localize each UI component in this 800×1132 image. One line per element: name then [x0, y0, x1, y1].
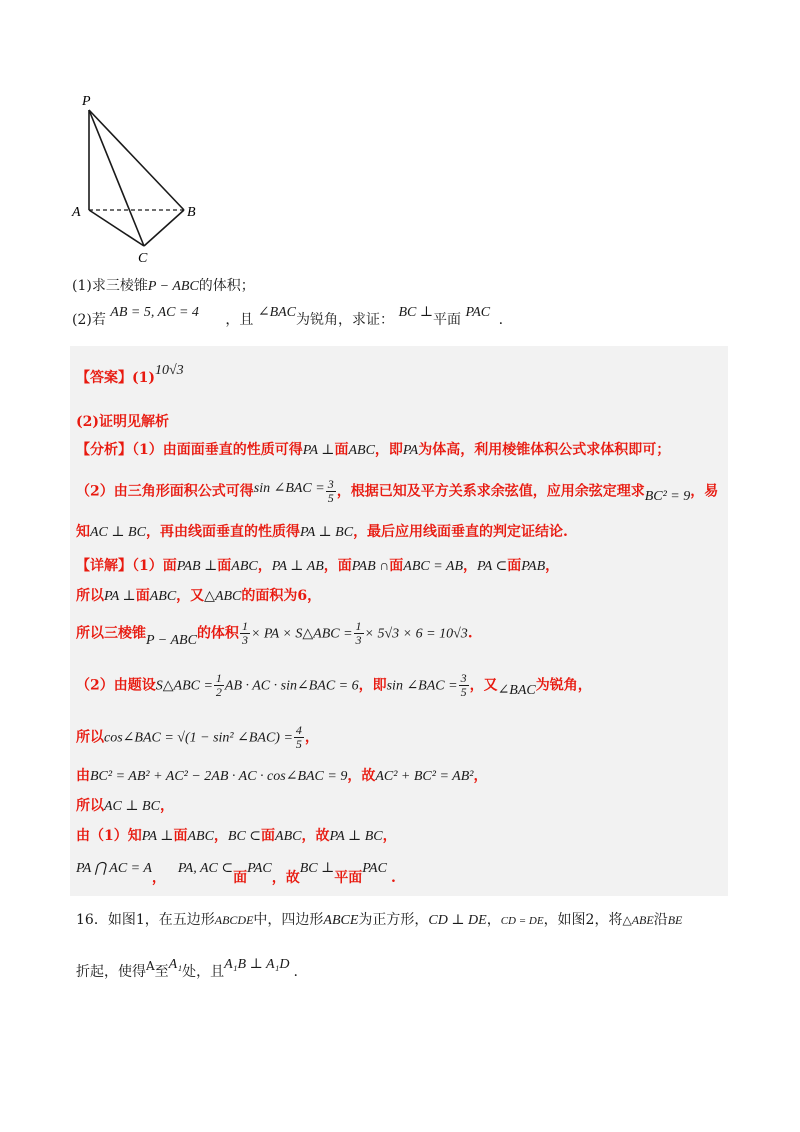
edge-pb — [89, 110, 184, 210]
fraction — [294, 724, 304, 751]
detail-expr: PAC — [362, 861, 387, 876]
detail-expr: AC² + BC² = AB² — [375, 769, 474, 784]
detail-text: ，故 — [271, 870, 300, 886]
part2-plane: PAC — [465, 305, 491, 320]
analysis-text: ，再由线面垂直的性质得 — [145, 524, 300, 540]
detail-expr: PA ⊥ BC — [329, 829, 383, 844]
detail-expr: PAB ⊥ — [176, 559, 218, 574]
q16-text: 折起，使得 — [76, 964, 146, 980]
part2-angle: ∠BAC — [257, 305, 297, 320]
detail-line5 — [76, 724, 319, 751]
detail-expr: ABC — [275, 829, 302, 844]
analysis-line3 — [76, 522, 568, 543]
answer-part1-label: (1) — [132, 370, 155, 386]
detail-expr: PA ⊥ — [104, 589, 136, 604]
detail-expr: BC ⊥ — [299, 861, 335, 876]
part2-plane-word: 平面 — [433, 312, 462, 328]
detail-text: ，又 — [469, 677, 498, 694]
answer-line — [76, 363, 184, 389]
analysis-text: （2）由三角形面积公式可得 — [76, 483, 254, 500]
part2-given: AB = 5, AC = 4 — [110, 305, 199, 320]
fraction-num: 3 — [460, 671, 467, 685]
detail-text: （2）由题设 — [76, 677, 156, 694]
detail-expr: PA ⊂ — [477, 559, 508, 574]
q16-text: . — [293, 964, 298, 980]
detail-line1 — [76, 556, 559, 577]
detail-text: ， — [151, 870, 166, 886]
detail-text: ，故 — [347, 768, 376, 784]
detail-expr: ABC — [231, 559, 258, 574]
detail-expr: ABC — [187, 829, 214, 844]
detail-text: 的体积 — [196, 625, 239, 642]
detail-text: 由（1）知 — [76, 828, 142, 844]
detail-text: 面 — [173, 828, 188, 844]
detail-expr: ∠BAC — [497, 682, 536, 698]
fraction-num: 4 — [295, 723, 302, 737]
edge-pc — [89, 110, 144, 246]
q16-text: 至 — [154, 964, 169, 980]
detail-expr: ABC = AB — [403, 559, 464, 574]
part2-mid2: 为锐角，求证： — [296, 312, 395, 328]
q16-text: ，如图2，将 — [543, 912, 623, 928]
detail-text: 面 — [217, 558, 232, 574]
q16-expr: BE — [667, 913, 683, 927]
detail-text: ，又 — [176, 588, 205, 604]
q16-expr: CD ⊥ DE — [428, 913, 487, 928]
detail-expr: ABC — [149, 589, 177, 604]
analysis-text: ，最后应用线面垂直的判定证结论. — [353, 524, 568, 540]
question16-line2 — [76, 957, 298, 983]
q16-expr: ABCE — [323, 913, 359, 928]
detail-text: ， — [545, 558, 560, 574]
pyramid-figure — [64, 88, 214, 268]
analysis-expr: PA ⊥ BC — [299, 525, 354, 540]
fraction-den: 3 — [241, 633, 248, 647]
analysis-expr: BC² = 9 — [644, 488, 691, 504]
detail-expr: PA ⊥ AB — [271, 559, 324, 574]
detail-expr: PA ⊥ — [141, 829, 174, 844]
detail-expr: △ABC — [204, 589, 242, 604]
detail-text: 所以 — [76, 729, 104, 746]
detail-text: 面 — [261, 828, 276, 844]
detail-expr: BC ⊂ — [227, 829, 262, 844]
q16-text: 16．如图1，在五边形 — [76, 912, 215, 928]
label-c: C — [138, 251, 148, 266]
detail-text: ， — [257, 558, 272, 574]
q16-expr: △ABE — [622, 913, 654, 927]
detail-expr: PAB ∩ — [351, 559, 390, 574]
part2-end: . — [498, 312, 504, 328]
detail-expr: PAB — [521, 559, 546, 574]
analysis-label: 【分析】 — [76, 442, 132, 458]
fraction-num: 1 — [215, 671, 222, 685]
answer-part1-value: 10√3 — [155, 363, 184, 378]
fraction — [459, 672, 469, 699]
analysis-text: 面 — [334, 442, 349, 458]
detail-label: 【详解】 — [76, 558, 132, 574]
detail-text: 面 — [135, 588, 150, 604]
label-p: P — [82, 94, 91, 109]
detail-line4 — [76, 672, 592, 699]
detail-text: 所以三棱锥 — [76, 625, 146, 642]
q16-expr: CD = DE — [500, 915, 544, 927]
fraction-den: 3 — [355, 633, 362, 647]
detail-text: 的面积为6， — [241, 588, 322, 604]
analysis-line1 — [76, 440, 670, 461]
part2-prefix: (2)若 — [72, 312, 106, 328]
detail-text: 所以 — [76, 798, 104, 814]
detail-text: （1）面 — [132, 558, 177, 574]
detail-text: ， — [213, 828, 228, 844]
edge-bc — [144, 210, 184, 246]
q16-expr: ABCDE — [214, 913, 254, 927]
q16-text: ， — [486, 912, 501, 928]
detail-expr: cos∠BAC = √(1 − sin² ∠BAC) = — [104, 730, 293, 746]
label-b: B — [187, 205, 196, 220]
fraction-den: 5 — [327, 491, 334, 505]
question-part2 — [72, 305, 504, 331]
answer-label: 【答案】 — [76, 370, 132, 386]
detail-text: ， — [473, 768, 488, 784]
detail-expr: AB · AC · sin∠BAC = 6 — [224, 678, 359, 694]
part2-mid1: ，且 — [225, 312, 254, 328]
detail-text: 面 — [389, 558, 404, 574]
detail-line6 — [76, 766, 487, 787]
question-part1 — [72, 276, 255, 297]
detail-text: 为锐角， — [535, 677, 592, 694]
edge-ac — [89, 210, 144, 246]
detail-expr: PAC — [247, 861, 272, 876]
q16-text: 中，四边形 — [253, 912, 324, 928]
analysis-expr: AC ⊥ BC — [90, 525, 146, 540]
detail-expr: × 5√3 × 6 = 10√3 — [364, 626, 468, 642]
detail-expr: PA ⋂ AC = A — [76, 861, 152, 876]
detail-text: ，即 — [358, 677, 387, 694]
q16-text: 处，且 — [182, 964, 225, 980]
detail-expr: P − ABC — [146, 632, 197, 648]
fraction — [354, 620, 364, 647]
fraction-den: 5 — [460, 685, 467, 699]
fraction-num: 1 — [241, 619, 248, 633]
fraction — [214, 672, 224, 699]
detail-text: . — [390, 870, 396, 886]
detail-text: 面 — [233, 870, 248, 886]
detail-text: 面 — [507, 558, 522, 574]
q16-expr: A — [146, 959, 155, 973]
label-a: A — [72, 205, 81, 220]
part1-suffix: 的体积； — [198, 278, 255, 294]
detail-expr: sin ∠BAC = — [386, 678, 458, 694]
fraction-num: 3 — [327, 477, 334, 491]
detail-text: ， — [304, 729, 319, 746]
detail-text: ， — [382, 828, 397, 844]
fraction-num: 1 — [355, 619, 362, 633]
detail-text: 所以 — [76, 588, 104, 604]
q16-expr: A₁B ⊥ A₁D — [224, 957, 290, 972]
detail-text: . — [467, 625, 473, 642]
analysis-text: （1）由面面垂直的性质可得 — [132, 442, 303, 458]
analysis-text: ，易 — [690, 483, 719, 500]
analysis-expr: PA — [402, 443, 419, 458]
question16-line1 — [76, 910, 682, 931]
fraction-den: 5 — [295, 737, 302, 751]
analysis-expr: ABC — [348, 443, 375, 458]
detail-expr: PA, AC ⊂ — [177, 861, 234, 876]
detail-line9 — [76, 858, 396, 886]
q16-text: 为正方形， — [358, 912, 429, 928]
analysis-line2 — [76, 478, 718, 505]
detail-text: ， — [463, 558, 478, 574]
analysis-text: ，根据已知及平方关系求余弦值，应用余弦定理求 — [336, 483, 645, 500]
analysis-text: 为体高，利用棱锥体积公式求体积即可； — [418, 442, 671, 458]
detail-expr: BC² = AB² + AC² − 2AB · AC · cos∠BAC = 9 — [90, 769, 348, 784]
detail-text: ，故 — [301, 828, 330, 844]
detail-text: 由 — [76, 768, 90, 784]
q16-text: 沿 — [653, 912, 668, 928]
detail-expr: AC ⊥ BC — [104, 799, 160, 814]
detail-line3 — [76, 620, 473, 647]
part2-expr: BC ⊥ — [398, 305, 434, 320]
detail-expr: S△ABC = — [155, 678, 213, 694]
fraction — [240, 620, 250, 647]
detail-line2 — [76, 586, 321, 607]
detail-line7 — [76, 796, 174, 817]
part1-expr: P − ABC — [147, 279, 199, 294]
q16-expr: A₁ — [168, 957, 183, 972]
analysis-expr: PA ⊥ — [302, 443, 335, 458]
detail-text: ， — [159, 798, 174, 814]
analysis-text: ，即 — [374, 442, 403, 458]
fraction-den: 2 — [215, 685, 222, 699]
analysis-text: 知 — [76, 524, 90, 540]
detail-expr: × PA × S△ABC = — [250, 626, 353, 642]
part1-prefix: (1)求三棱锥 — [72, 278, 148, 294]
detail-text: 平面 — [334, 870, 363, 886]
detail-text: ，面 — [323, 558, 352, 574]
answer-part2: (2)证明见解析 — [76, 414, 169, 430]
detail-line8 — [76, 826, 397, 847]
analysis-expr: sin ∠BAC = — [253, 480, 325, 496]
fraction — [326, 478, 336, 505]
